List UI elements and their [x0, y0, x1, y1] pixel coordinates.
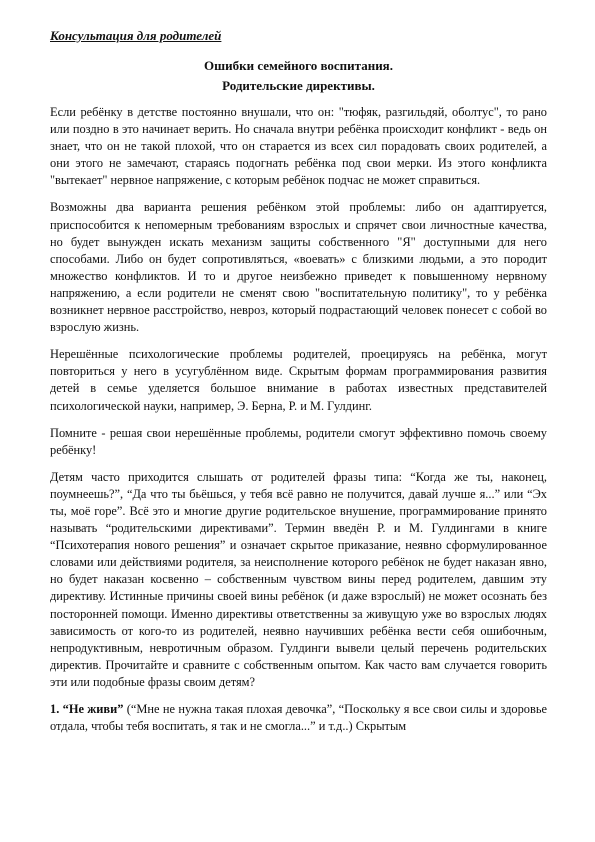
title-line-2: Родительские директивы.: [222, 78, 375, 93]
paragraph-3: Нерешённые психологические проблемы родителей, проецируясь на ребёнка, могут повториться у него в усугублённом виде. Скрытым формам программирования развития детей в семье уделяется большое внимание в работах известных представителей психологической науки, например, Э. Берна, Р. и М. Гулдинг.: [50, 347, 547, 413]
directive-lead: 1. “Не живи”: [50, 702, 124, 716]
paragraph-1: Если ребёнку в детстве постоянно внушали, что он: "тюфяк, разгильдяй, оболтус", то рано или поздно в это начинает верить. Но сначала внутри ребёнка происходит конфликт - ведь он знает, что он не такой плохой, что он старается из всех сил порадовать своих родителей, а они этого не замечают, стараясь подогнать ребёнка под свои мерки. Из этого конфликта "вытекает" нервное напряжение, с которым ребёнок подчас не может справиться.: [50, 105, 547, 188]
document-title: [50, 56, 547, 96]
paragraph-2: Возможны два варианта решения ребёнком этой проблемы: либо он адаптируется, приспособится к непомерным требованиям взрослых и спрячет свои личностные качества, но будет вынужден искать механизм защиты собственного "Я" доступными для него способами. Либо он будет сопротивляться, «воевать» с близкими людьми, а это породит множество конфликтов. И то и другое неизбежно приведет к повышенному нервному напряжению, а если родители не сменят свою "воспитательную политику", то у ребёнка возникнет нервное расстройство, невроз, который подрастающий человек понесет с собой во взрослую жизнь.: [50, 200, 547, 335]
directive-paragraph: [50, 701, 547, 735]
consultation-heading: Консультация для родителей: [50, 28, 222, 43]
title-line-1: Ошибки семейного воспитания.: [204, 58, 393, 73]
paragraph-4: Помните - решая свои нерешённые проблемы, родители смогут эффективно помочь своему ребёнку!: [50, 425, 547, 457]
paragraph-5: Детям часто приходится слышать от родителей фразы типа: “Когда же ты, наконец, поумнеешь?”, “Да что ты бьёшься, у тебя всё равно не получится, давай лучше я...” или “Эх ты, моё горе”. Всё это и многие другие родительское внушение, программирование принято называть “родительскими директивами”. Термин введён Р. и М. Гулдингами в книге “Психотерапия нового решения” и означает скрытое приказание, неявно сформулированное словами или действиями родителя, за неисполнение которого ребёнок не будет наказан явно, но будет наказан косвенно – собственным чувством вины перед родителем, давшим эту директиву. Истинные причины своей вины ребёнок (и даже взрослый) не может осознать без посторонней помощи. Именно директивы ответственны за живущую уже во взрослых людях зависимость от кого-то из родителей, неявно научивших ребёнка вести себя ошибочным, непродуктивным, невротичным образом. Гулдинги вывели целый перечень родительских директив. Прочитайте и сравните с собственным опытом. Как часто вам случается говорить эти или подобные фразы своим детям?: [50, 469, 547, 689]
directive-text: (“Мне не нужна такая плохая девочка”, “Поскольку я все свои силы и здоровье отдала, чтобы тебя воспитать, я так и не смогла...” и т.д..) Скрытым: [50, 702, 547, 734]
